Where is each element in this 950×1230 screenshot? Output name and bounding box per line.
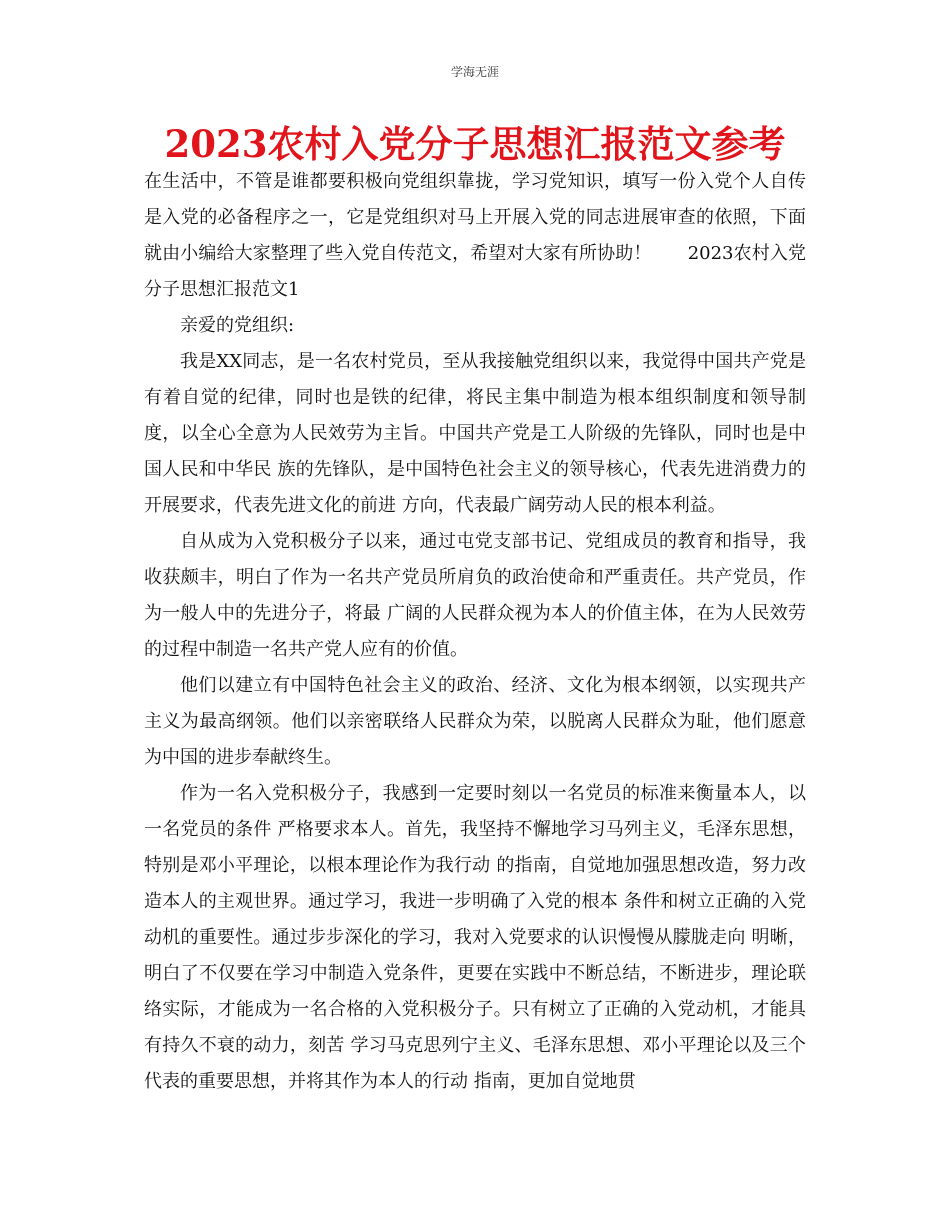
running-header: 学海无涯 (450, 65, 499, 79)
document-title: 2023农村入党分子思想汇报范文参考 (164, 122, 786, 166)
paragraph-study: 作为一名入党积极分子，我感到一定要时刻以一名党员的标准来衡量本人，以一名党员的条件 严格要求本人。首先，我坚持不懈地学习马列主义，毛泽东思想，特别是邓小平理论，以根本理论作为我行动 的指南，自觉地加强思想改造，努力改造本人的主观世界。通过学习，我进一步明确了入党的根本 条件和树立正确的入党动机的重要性。通过步步深化的学习，我对入党要求的认识慢慢从朦胧走向 明晰，明白了不仅要在学习中制造入党条件，更要在实践中不断总结，不断进步，理论联络实际，才能成为一名合格的入党积极分子。只有树立了正确的入党动机，才能具有持久不衰的动力，刻苦 学习马克思列宁主义、毛泽东思想、邓小平理论以及三个代表的重要思想，并将其作为本人的行动 指南，更加自觉地贯 (144, 783, 806, 1092)
paragraph-program: 他们以建立有中国特色社会主义的政治、经济、文化为根本纲领，以实现共产主义为最高纲领。他们以亲密联络人民群众为荣，以脱离人民群众为耻，他们愿意为中国的进步奉献终生。 (144, 675, 806, 768)
paragraph-salutation: 亲爱的党组织: (180, 315, 295, 336)
paragraph-self-intro: 我是XX同志，是一名农村党员，至从我接触党组织以来，我觉得中国共产党是有着自觉的纪律，同时也是铁的纪律，将民主集中制造为根本组织制度和领导制度，以全心全意为人民效劳为主旨。中国共产党是工人阶级的先锋队，同时也是中国人民和中华民 族的先锋队，是中国特色社会主义的领导核心，代表先进消费力的开展要求，代表先进文化的前进 方向，代表最广阔劳动人民的根本利益。 (144, 351, 806, 516)
document-body (144, 164, 806, 1100)
paragraph-activist: 自从成为入党积极分子以来，通过屯党支部书记、党组成员的教育和指导，我收获颇丰，明白了作为一名共产党员所肩负的政治使命和严重责任。共产党员，作为一般人中的先进分子，将最 广阔的人民群众视为本人的价值主体，在为人民效劳的过程中制造一名共产党人应有的价值。 (144, 531, 806, 660)
paragraph-intro: 在生活中，不管是谁都要积极向党组织靠拢，学习党知识，填写一份入党个人自传是入党的必备程序之一，它是党组织对马上开展入党的同志进展审查的依照，下面就由小编给大家整理了些入党自传范文，希望对大家有所协助！ 2023农村入党分子思想汇报范文1 (144, 171, 806, 300)
